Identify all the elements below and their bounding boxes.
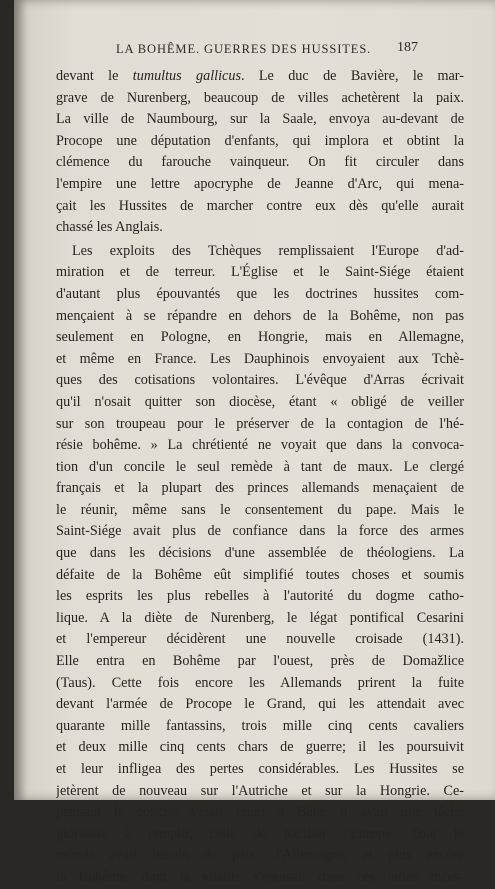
book-page xyxy=(14,0,495,885)
text-line: lique. A la diète de Nurenberg, le légat pontifical Cesarini xyxy=(56,609,464,626)
text-line: ques des cotisations volontaires. L'évêque d'Arras écrivait xyxy=(56,372,464,389)
text-line: Elle entra en Bohême par l'ouest, près de Domažlice xyxy=(56,653,464,670)
text-line: français et la plupart des princes allemands menaçaient de xyxy=(56,480,464,497)
text-line: Procope une députation d'enfants, qui implora et obtint la xyxy=(56,132,464,149)
text-line: clémence du farouche vainqueur. On fit circuler dans xyxy=(56,154,464,171)
text-line: miration et de terreur. L'Église et le Saint-Siége étaient xyxy=(56,264,464,281)
text-line: et deux mille cinq cents chars de guerre; il les poursuivit xyxy=(56,739,464,756)
text-line: le réunir, même sans le consentement du pape. Mais le xyxy=(56,501,464,518)
text-line: chassé les Anglais. xyxy=(56,219,163,236)
body-text xyxy=(56,66,464,889)
text-line: et même en France. Les Dauphinois envoyaient aux Tchè- xyxy=(56,350,464,367)
text-line: l'empire une lettre apocryphe de Jeanne d'Arc, qui mena- xyxy=(56,175,464,192)
text-line: mençaient à se répandre en dehors de la Bohême, non pas xyxy=(56,307,464,324)
text-line: (Taus). Cette fois encore les Allemands prirent la fuite xyxy=(56,674,464,691)
text-line: que dans les décisions d'une assemblée de théologiens. La xyxy=(56,545,464,562)
latin-phrase: tumultus gallicus xyxy=(132,68,241,84)
text-line: grave de Nurenberg, beaucoup de villes achetèrent la paix. xyxy=(56,89,464,106)
text-line: et leur infligea des pertes considérables. Les Hussites se xyxy=(56,761,464,777)
text-line: devant l'armée de Procope le Grand, qui les attendait avec xyxy=(56,696,464,713)
text-line: d'autant plus épouvantés que les doctrines hussites com- xyxy=(56,285,464,302)
text-line: Les exploits des Tchèques remplissaient l'Europe d'ad- xyxy=(72,242,464,259)
text-line: çait les Hussites de marcher contre eux dès qu'elle aurait xyxy=(56,197,464,214)
text-line: quarante mille fantassins, trois mille cinq cents cavaliers xyxy=(56,717,464,734)
text-line: devant le tumultus gallicus. Le duc de Bavière, le mar- xyxy=(56,68,464,84)
text-line: monde avait besoin de paix; l'Allemagne, et plus encore xyxy=(56,847,464,864)
text-line: résie bohême. » La chrétienté ne voyait que dans la convoca- xyxy=(56,437,464,454)
text-line: La ville de Naumbourg, sur la Saale, envoya au-devant de xyxy=(56,111,464,128)
text-line: sur son troupeau pour le préserver de la contagion de l'hé- xyxy=(56,415,464,432)
text-line: jetèrent de nouveau sur l'Autriche et sur la Hongrie. Ce- xyxy=(56,782,464,799)
running-head: LA BOHÊME. GUERRES DES HUSSITES. xyxy=(116,42,372,56)
text-line: et l'empereur décidèrent une nouvelle croisade (1431). xyxy=(56,631,464,648)
text-line: défaite de la Bohême eût simplifié toutes choses et soumis xyxy=(56,566,464,583)
text-line: pendant le concile s'était réuni à Bâle; il avait une tâche xyxy=(56,804,464,821)
text-line: seulement en Pologne, en Hongrie, mais en Allemagne, xyxy=(56,329,464,346)
text-line: les esprits les plus rebelles à l'autorité du dogme catho- xyxy=(56,588,464,605)
text-line: tion d'un concile le seul remède à tant de maux. Le clergé xyxy=(56,458,464,475)
text-line: Saint-Siége avait plus de confiance dans la force des armes xyxy=(56,523,464,540)
text-line: la Bohême, dont la vitalité s'épuisait dans ces luttes inces- xyxy=(56,868,464,885)
text-line: qu'il n'osait quitter son diocèse, étant « obligé de veiller xyxy=(56,393,464,410)
page-number: 187 xyxy=(397,40,418,55)
text-line: glorieuse à remplir, celle de pacifier l'Europe. Tout le xyxy=(56,825,464,842)
